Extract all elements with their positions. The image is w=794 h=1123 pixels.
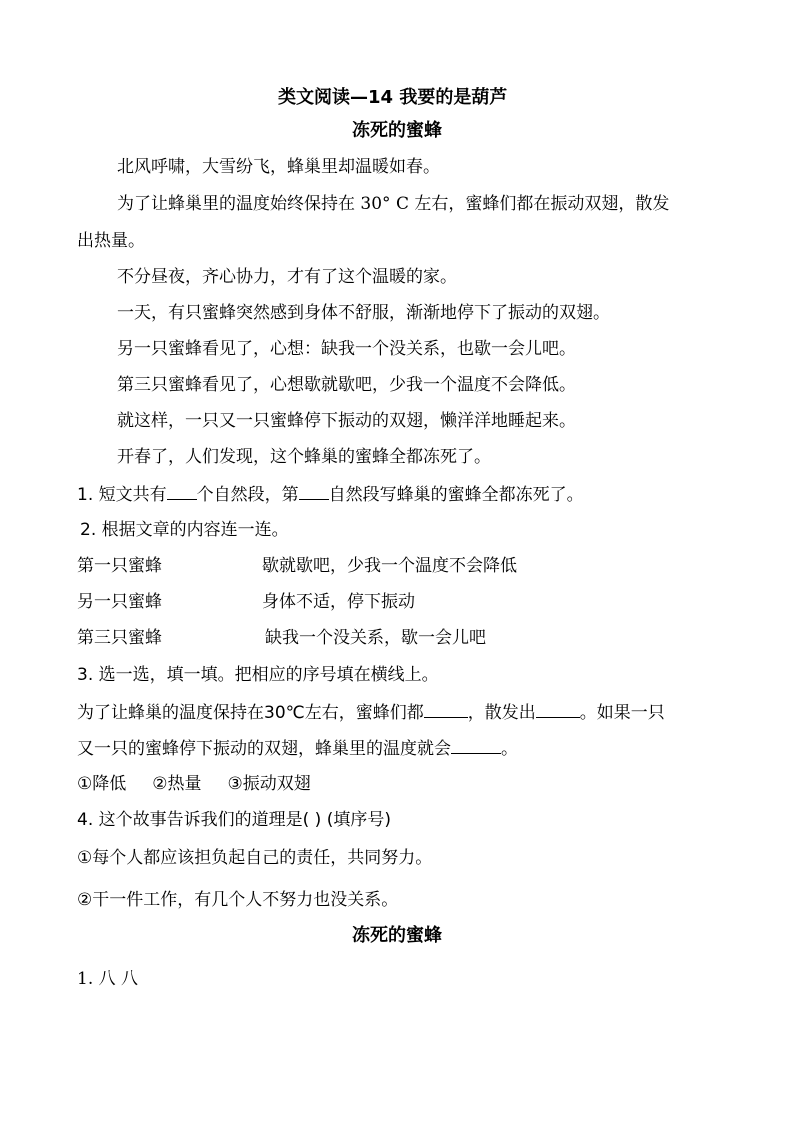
option: ③振动双翅 xyxy=(227,774,311,794)
paragraph: 不分昼夜，齐心协力，才有了这个温暖的家。 xyxy=(117,267,457,287)
paragraph: 为了让蜂巢里的温度始终保持在 30° C 左右，蜜蜂们都在振动双翅，散发 xyxy=(117,194,670,214)
paragraph: 第三只蜜蜂看见了，心想歇就歇吧，少我一个温度不会降低。 xyxy=(117,375,576,395)
story-title: 冻死的蜜蜂 xyxy=(352,120,442,141)
question-4-title: 4. 这个故事告诉我们的道理是( ) (填序号) xyxy=(77,810,391,830)
answer-blank[interactable] xyxy=(536,701,580,718)
question-text: 又一只的蜜蜂停下振动的双翅，蜂巢里的温度就会 xyxy=(77,739,451,759)
question-4-option[interactable]: ①每个人都应该担负起自己的责任，共同努力。 xyxy=(77,848,433,868)
question-3-options xyxy=(77,773,311,795)
question-3-line xyxy=(77,701,665,724)
question-3-title: 3. 选一选，填一填。把相应的序号填在横线上。 xyxy=(77,665,439,685)
match-left-item[interactable]: 第一只蜜蜂 xyxy=(77,556,162,576)
answer-blank[interactable] xyxy=(299,483,329,500)
paragraph: 就这样，一只又一只蜜蜂停下振动的双翅，懒洋洋地睡起来。 xyxy=(117,411,576,431)
option: ①降低 xyxy=(77,774,127,794)
question-text: 。 xyxy=(501,739,518,759)
question-text: 为了让蜂巢的温度保持在30℃左右，蜜蜂们都 xyxy=(77,703,424,723)
question-text: ，散发出 xyxy=(467,703,536,723)
match-right-item[interactable]: 歇就歇吧，少我一个温度不会降低 xyxy=(262,556,517,576)
question-text: 自然段写蜂巢的蜜蜂全都冻死了。 xyxy=(328,485,584,505)
question-text: 个自然段，第 xyxy=(196,485,299,505)
match-right-item[interactable]: 身体不适，停下振动 xyxy=(262,592,415,612)
paragraph: 开春了，人们发现，这个蜂巢的蜜蜂全都冻死了。 xyxy=(117,447,491,467)
question-2-title: 2. 根据文章的内容连一连。 xyxy=(80,520,289,540)
question-3-line xyxy=(77,737,518,760)
question-text: 。如果一只 xyxy=(579,703,665,723)
paragraph-continuation: 出热量。 xyxy=(77,231,145,251)
match-left-item[interactable]: 第三只蜜蜂 xyxy=(77,628,162,648)
paragraph: 一天，有只蜜蜂突然感到身体不舒服，渐渐地停下了振动的双翅。 xyxy=(117,303,610,323)
answer-1: 1. 八 八 xyxy=(77,969,139,989)
page-title: 类文阅读—14 我要的是葫芦 xyxy=(278,87,508,108)
answers-title: 冻死的蜜蜂 xyxy=(352,925,442,946)
match-left-item[interactable]: 另一只蜜蜂 xyxy=(77,592,162,612)
answer-blank[interactable] xyxy=(167,483,197,500)
paragraph: 北风呼啸，大雪纷飞，蜂巢里却温暖如春。 xyxy=(117,157,440,177)
answer-blank[interactable] xyxy=(451,737,501,754)
answer-blank[interactable] xyxy=(424,701,468,718)
paragraph: 另一只蜜蜂看见了，心想：缺我一个没关系，也歇一会儿吧。 xyxy=(117,339,576,359)
match-right-item[interactable]: 缺我一个没关系，歇一会儿吧 xyxy=(265,628,486,648)
question-text: 1. 短文共有 xyxy=(77,485,167,505)
option: ②热量 xyxy=(152,774,202,794)
question-4-option[interactable]: ②干一件工作，有几个人不努力也没关系。 xyxy=(77,890,399,910)
question-1 xyxy=(77,483,584,506)
